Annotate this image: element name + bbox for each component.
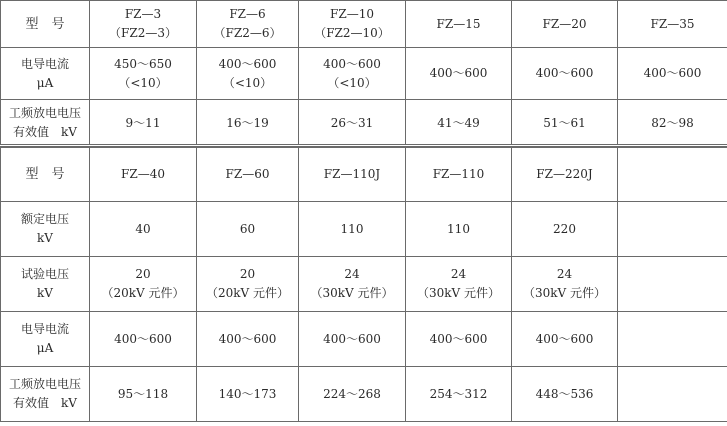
- value-main: 400～600: [218, 56, 277, 71]
- row-label-line1: 电导电流: [20, 322, 69, 336]
- value-main: 400～600: [114, 331, 172, 346]
- value-cell: [197, 312, 299, 367]
- value-cell: [512, 367, 618, 422]
- value-sub: （20kV 元件）: [205, 286, 290, 300]
- row-label-line1: 试验电压: [20, 267, 69, 281]
- model-name: FZ—20: [542, 16, 587, 31]
- model-cell: FZ—110J: [299, 147, 406, 202]
- value-main: 220: [553, 221, 576, 236]
- row-label-line1: 工频放电电压: [8, 377, 81, 391]
- value-cell: [299, 202, 406, 257]
- value-main: 95～118: [117, 386, 169, 401]
- value-cell: [90, 312, 197, 367]
- value-cell: [512, 257, 618, 312]
- value-main: 51～61: [543, 115, 586, 130]
- table-row: [1, 100, 727, 147]
- value-sub: （<10）: [327, 75, 377, 90]
- value-main: 450～650: [114, 56, 172, 71]
- model-cell: [618, 1, 727, 48]
- arrester-spec-table-1: [0, 0, 727, 147]
- value-cell: [512, 202, 618, 257]
- value-cell: [406, 100, 512, 147]
- value-main: 400～600: [643, 66, 702, 80]
- model-name: FZ—3: [124, 7, 162, 21]
- value-cell: [299, 100, 406, 147]
- value-main: 400～600: [535, 331, 594, 346]
- value-cell: [197, 48, 299, 100]
- value-cell: [618, 312, 727, 367]
- row-label: [1, 202, 90, 257]
- row-label-line2: kV: [37, 231, 53, 245]
- model-cell: [618, 147, 727, 202]
- value-sub: （30kV 元件）: [310, 286, 394, 300]
- arrester-spec-table-2: [0, 146, 727, 422]
- model-cell: FZ—220J: [512, 147, 618, 202]
- value-main: 24: [344, 267, 360, 281]
- value-cell: [618, 100, 727, 147]
- value-cell: [299, 312, 406, 367]
- row-label-line2: μA: [36, 341, 54, 355]
- row-label-line1: 电导电流: [20, 56, 69, 71]
- model-header-label: 型 号: [1, 147, 90, 202]
- table-row: [1, 202, 727, 257]
- value-main: 82～98: [651, 115, 694, 130]
- model-sub: （FZ2—6）: [213, 26, 282, 40]
- row-label: [1, 48, 90, 100]
- model-sub: （FZ2—10）: [314, 26, 390, 40]
- value-main: 26～31: [330, 115, 374, 130]
- model-header-label: 型 号: [1, 1, 90, 48]
- model-name: FZ—35: [650, 16, 695, 31]
- value-main: 400～600: [429, 331, 488, 346]
- value-main: 41～49: [437, 115, 480, 130]
- value-cell: [406, 367, 512, 422]
- model-cell: [90, 1, 197, 48]
- value-cell: [90, 367, 197, 422]
- value-sub: （30kV 元件）: [522, 286, 607, 300]
- value-main: 400～600: [535, 66, 594, 80]
- table-row: [1, 48, 727, 100]
- row-label: [1, 367, 90, 422]
- value-cell: [90, 48, 197, 100]
- value-cell: [197, 257, 299, 312]
- value-main: 20: [239, 267, 256, 281]
- value-cell: [299, 367, 406, 422]
- model-header-row: [1, 147, 727, 202]
- model-name: FZ—10: [330, 7, 374, 21]
- value-cell: [197, 100, 299, 147]
- row-label: [1, 312, 90, 367]
- value-cell: [406, 202, 512, 257]
- row-label-line2: 有效值 kV: [13, 396, 77, 410]
- value-sub: （<10）: [118, 75, 168, 90]
- value-sub: （30kV 元件）: [416, 286, 501, 300]
- value-sub: （20kV 元件）: [101, 286, 185, 300]
- row-label-line2: μA: [36, 75, 54, 90]
- value-cell: [406, 48, 512, 100]
- value-cell: [299, 257, 406, 312]
- value-cell: [406, 257, 512, 312]
- value-cell: [197, 367, 299, 422]
- model-name: FZ—15: [436, 16, 481, 31]
- value-cell: [90, 202, 197, 257]
- value-cell: [618, 257, 727, 312]
- value-main: 448～536: [535, 386, 594, 401]
- value-cell: [512, 312, 618, 367]
- value-cell: [406, 312, 512, 367]
- value-sub: （<10）: [222, 75, 273, 90]
- value-main: 9～11: [125, 115, 161, 130]
- row-label-line2: 有效值 kV: [13, 125, 77, 139]
- value-main: 400～600: [323, 331, 381, 346]
- value-cell: [512, 48, 618, 100]
- value-main: 20: [135, 267, 151, 281]
- row-label: [1, 257, 90, 312]
- value-cell: [618, 48, 727, 100]
- model-name: FZ—6: [229, 7, 266, 21]
- value-main: 16～19: [226, 115, 269, 130]
- model-cell: [512, 1, 618, 48]
- value-main: 400～600: [218, 331, 277, 346]
- row-label-line1: 工频放电电压: [8, 106, 81, 120]
- row-label-line2: kV: [37, 286, 53, 300]
- model-cell: [406, 1, 512, 48]
- value-cell: [197, 202, 299, 257]
- value-cell: [618, 202, 727, 257]
- table-row: [1, 312, 727, 367]
- model-cell: [197, 1, 299, 48]
- value-cell: [618, 367, 727, 422]
- value-cell: [512, 100, 618, 147]
- model-header-row: [1, 1, 727, 48]
- model-sub: （FZ2—3）: [109, 26, 177, 40]
- value-cell: [90, 257, 197, 312]
- value-main: 400～600: [323, 56, 381, 71]
- value-main: 60: [239, 221, 256, 236]
- value-main: 110: [447, 221, 470, 236]
- value-cell: [90, 100, 197, 147]
- row-label: [1, 100, 90, 147]
- value-main: 24: [556, 267, 573, 281]
- value-main: 140～173: [218, 386, 277, 401]
- value-main: 110: [340, 221, 364, 236]
- value-main: 40: [135, 221, 151, 236]
- model-cell: FZ—40: [90, 147, 197, 202]
- model-cell: [299, 1, 406, 48]
- value-main: 224～268: [323, 386, 381, 401]
- value-main: 400～600: [429, 66, 488, 80]
- model-cell: FZ—110: [406, 147, 512, 202]
- table-row: [1, 257, 727, 312]
- row-label-line1: 额定电压: [20, 212, 69, 226]
- model-cell: FZ—60: [197, 147, 299, 202]
- table-row: [1, 367, 727, 422]
- value-cell: [299, 48, 406, 100]
- value-main: 24: [450, 267, 467, 281]
- value-main: 254～312: [429, 386, 488, 401]
